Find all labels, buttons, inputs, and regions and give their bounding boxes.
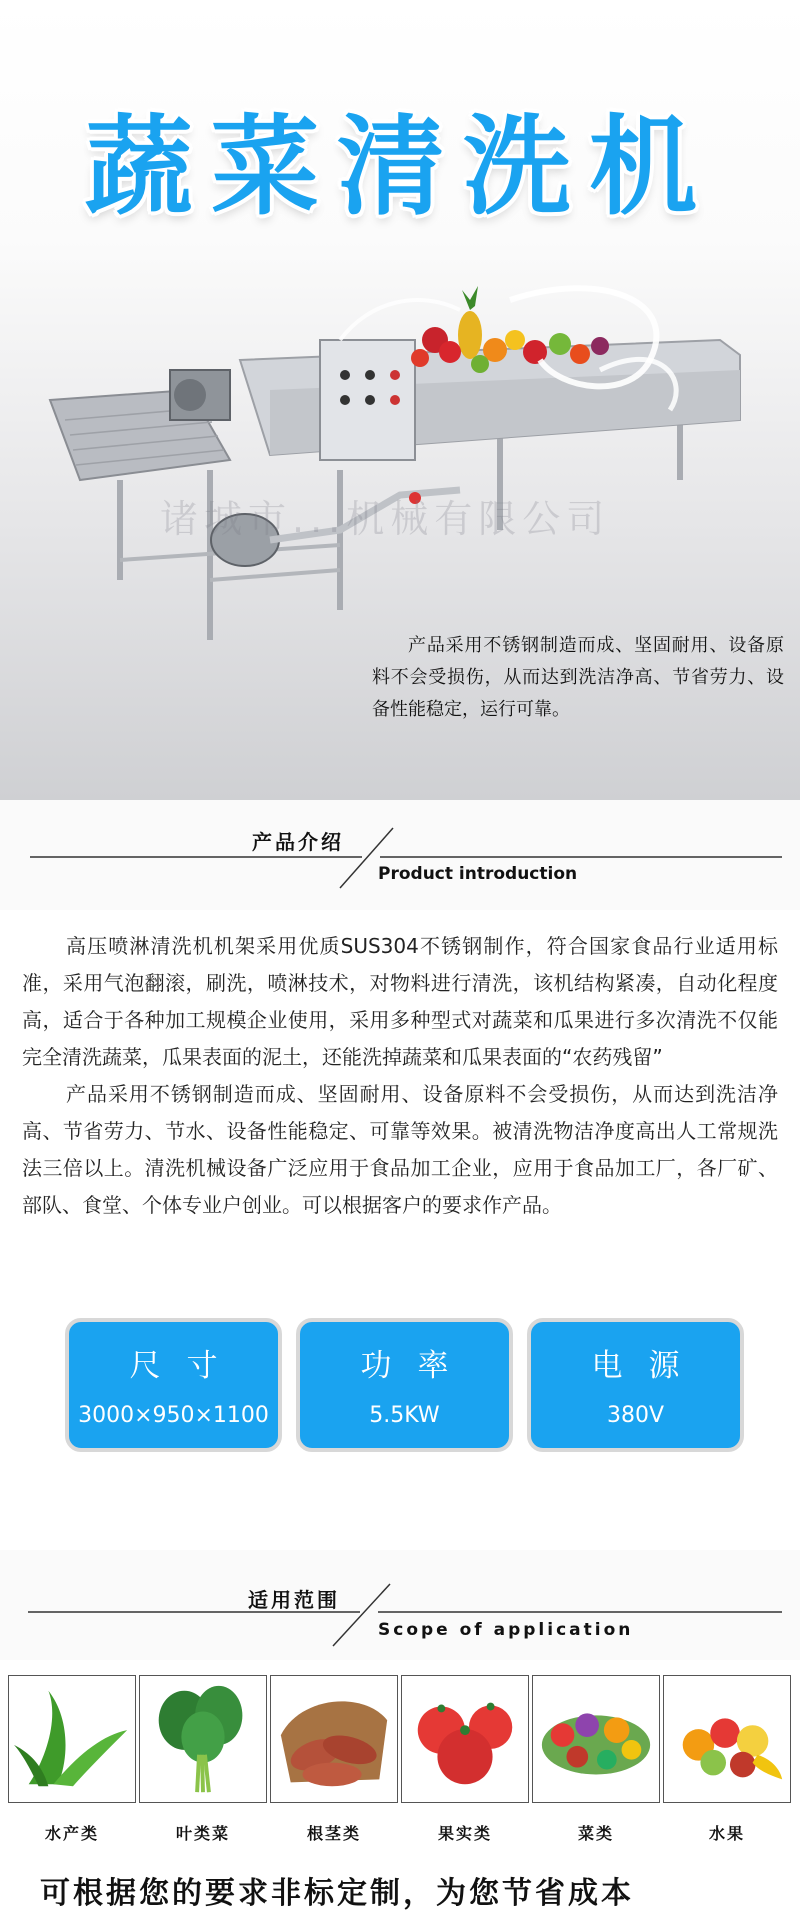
app-label: 果实类 [437, 1824, 492, 1843]
spec-card-size [65, 1318, 282, 1452]
app-label: 水产类 [44, 1824, 99, 1843]
scope-section-header [0, 1550, 800, 1660]
washing-machine-illustration [40, 280, 760, 660]
intro-title-en: Product introduction [378, 864, 578, 884]
app-label: 叶类菜 [175, 1824, 230, 1843]
app-item [270, 1675, 398, 1844]
tomato-icon [401, 1675, 529, 1803]
spec-label: 功率 [360, 1348, 475, 1384]
page-title: 蔬菜清洗机 [84, 105, 715, 230]
intro-section-header [0, 800, 800, 910]
sweet-potato-icon [270, 1675, 398, 1803]
footer-tagline: 可根据您的要求非标定制，为您节省成本 [40, 1876, 634, 1911]
fruit-icon [663, 1675, 791, 1803]
app-item [532, 1675, 660, 1844]
intro-paragraph: 高压喷淋清洗机机架采用优质SUS304不锈钢制作，符合国家食品行业适用标准，采用气泡翻滚，刷洗，喷淋技术，对物料进行清洗，该机结构紧凑，自动化程度高，适合于各种加工规模企业使用，采用多种型式对蔬菜和瓜果进行多次清洗不仅能完全清洗蔬菜，瓜果表面的泥土，还能洗掉蔬菜和瓜果表面的“农药残留” [22, 934, 778, 1069]
intro-title-cn: 产品介绍 [252, 830, 344, 854]
app-item [8, 1675, 136, 1844]
scope-title-cn: 适用范围 [248, 1588, 340, 1612]
spec-cards [65, 1318, 745, 1452]
spec-value: 5.5KW [369, 1403, 440, 1428]
intro-paragraph: 产品采用不锈钢制造而成、坚固耐用、设备原料不会受损伤，从而达到洗洁净高、节省劳力、节水、设备性能稳定、可靠等效果。被清洗物洁净度高出人工常规洗法三倍以上。清洗机械设备广泛应用于食品加工企业，应用于食品加工厂，各厂矿、部队、食堂、个体专业户创业。可以根据客户的要求作产品。 [22, 1082, 778, 1217]
scope-title-en: Scope of application [378, 1620, 634, 1640]
hero-banner [0, 0, 800, 800]
section-divider [0, 1550, 800, 1660]
intro-text [22, 928, 778, 1224]
spec-card-voltage [527, 1318, 744, 1452]
section-divider [0, 800, 800, 910]
spec-label: 尺寸 [129, 1348, 244, 1384]
spec-card-power [296, 1318, 513, 1452]
app-label: 水果 [708, 1824, 745, 1843]
seaweed-icon [8, 1675, 136, 1803]
app-item [663, 1675, 791, 1844]
app-item [139, 1675, 267, 1844]
spec-value: 3000×950×1100 [78, 1403, 269, 1428]
vegetables-icon [532, 1675, 660, 1803]
app-item [401, 1675, 529, 1844]
spinach-icon [139, 1675, 267, 1803]
spec-label: 电源 [591, 1348, 706, 1384]
hero-caption: 产品采用不锈钢制造而成、坚固耐用、设备原料不会受损伤，从而达到洗洁净高、节省劳力、设备性能稳定，运行可靠。 [372, 635, 784, 720]
app-label: 菜类 [577, 1824, 614, 1843]
spec-value: 380V [606, 1403, 665, 1428]
application-grid [8, 1675, 792, 1843]
watermark: 诸城市...机械有限公司 [160, 497, 611, 541]
app-label: 根茎类 [306, 1824, 361, 1843]
